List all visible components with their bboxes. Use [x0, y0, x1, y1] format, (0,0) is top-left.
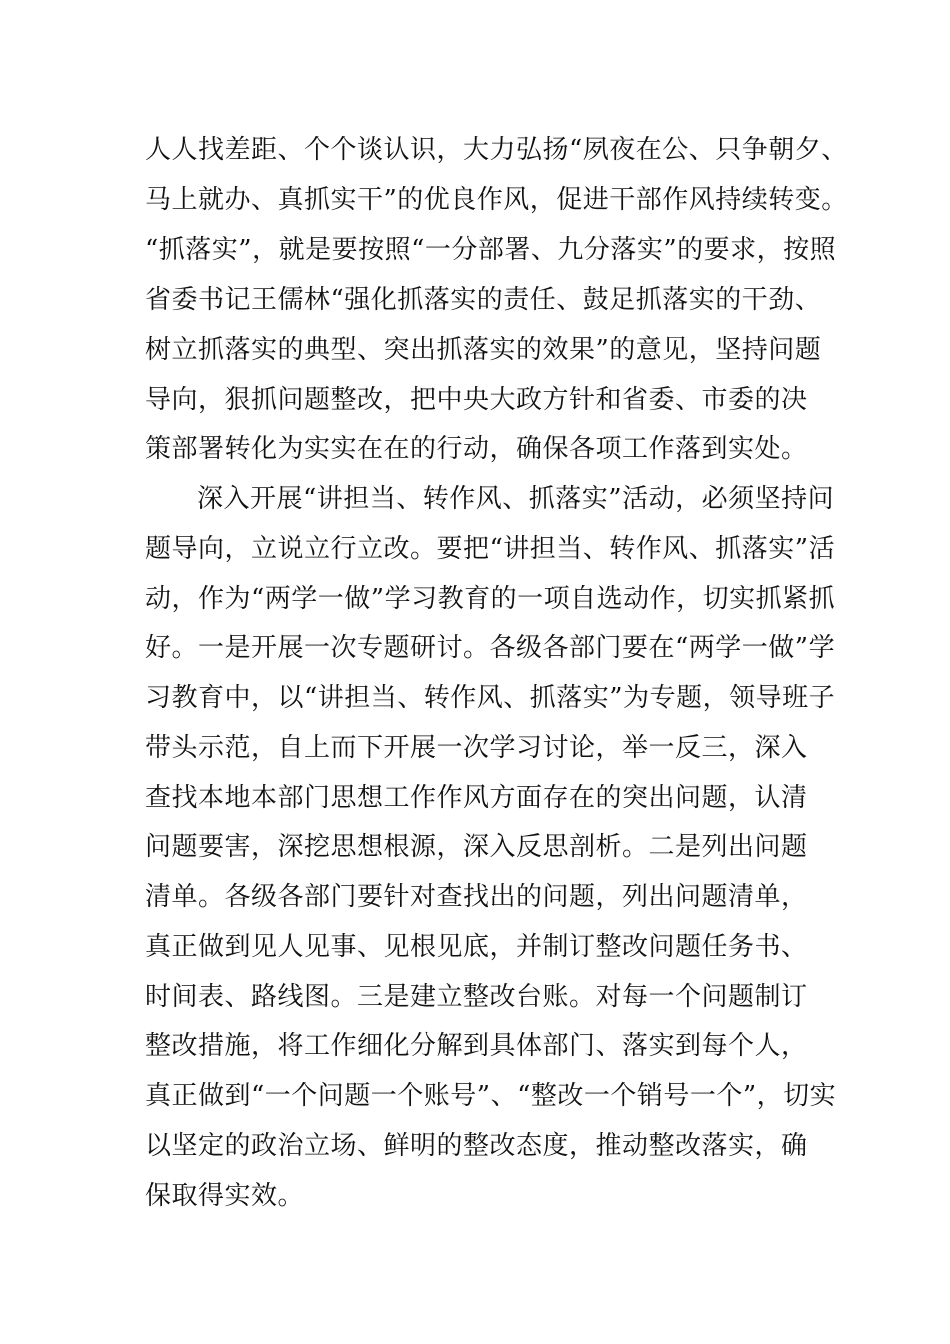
paragraph-start-line: 深入开展“讲担当、转作风、抓落实”活动，必须坚持问 — [197, 484, 835, 514]
text-line: 整改措施，将工作细化分解到具体部门、落实到每个人， — [145, 1031, 808, 1061]
text-line: 树立抓落实的典型、突出抓落实的效果”的意见，坚持问题 — [145, 335, 822, 365]
text-line: 人人找差距、个个谈认识，大力弘扬“夙夜在公、只争朝夕、 — [145, 135, 848, 165]
text-line: 时间表、路线图。三是建立整改台账。对每一个问题制订 — [145, 982, 808, 1012]
text-line: 马上就办、真抓实干”的优良作风，促进干部作风持续转变。 — [145, 185, 848, 215]
text-line: 习教育中，以“讲担当、转作风、抓落实”为专题，领导班子 — [145, 683, 836, 713]
text-line: 真正做到见人见事、见根见底，并制订整改问题任务书、 — [145, 932, 808, 962]
text-line: 查找本地本部门思想工作作风方面存在的突出问题，认清 — [145, 783, 808, 813]
text-line: 动，作为“两学一做”学习教育的一项自选动作，切实抓紧抓 — [145, 584, 836, 614]
text-line: 策部署转化为实实在在的行动，确保各项工作落到实处。 — [145, 434, 808, 464]
text-line: “抓落实”，就是要按照“一分部署、九分落实”的要求，按照 — [145, 235, 837, 265]
text-line: 省委书记王儒林“强化抓落实的责任、鼓足抓落实的干劲、 — [145, 285, 822, 315]
text-line: 带头示范，自上而下开展一次学习讨论，举一反三，深入 — [145, 733, 808, 763]
text-line: 问题要害，深挖思想根源，深入反思剖析。二是列出问题 — [145, 832, 808, 862]
text-line: 保取得实效。 — [145, 1181, 305, 1211]
text-line: 好。一是开展一次专题研讨。各级各部门要在“两学一做”学 — [145, 633, 836, 663]
text-line: 以坚定的政治立场、鲜明的整改态度，推动整改落实，确 — [145, 1131, 808, 1161]
text-line: 清单。各级各部门要针对查找出的问题，列出问题清单， — [145, 882, 808, 912]
text-line: 导向，狠抓问题整改，把中央大政方针和省委、市委的决 — [145, 385, 808, 415]
text-line: 题导向，立说立行立改。要把“讲担当、转作风、抓落实”活 — [145, 534, 836, 564]
text-line: 真正做到“一个问题一个账号”、“整改一个销号一个”，切实 — [145, 1081, 837, 1111]
